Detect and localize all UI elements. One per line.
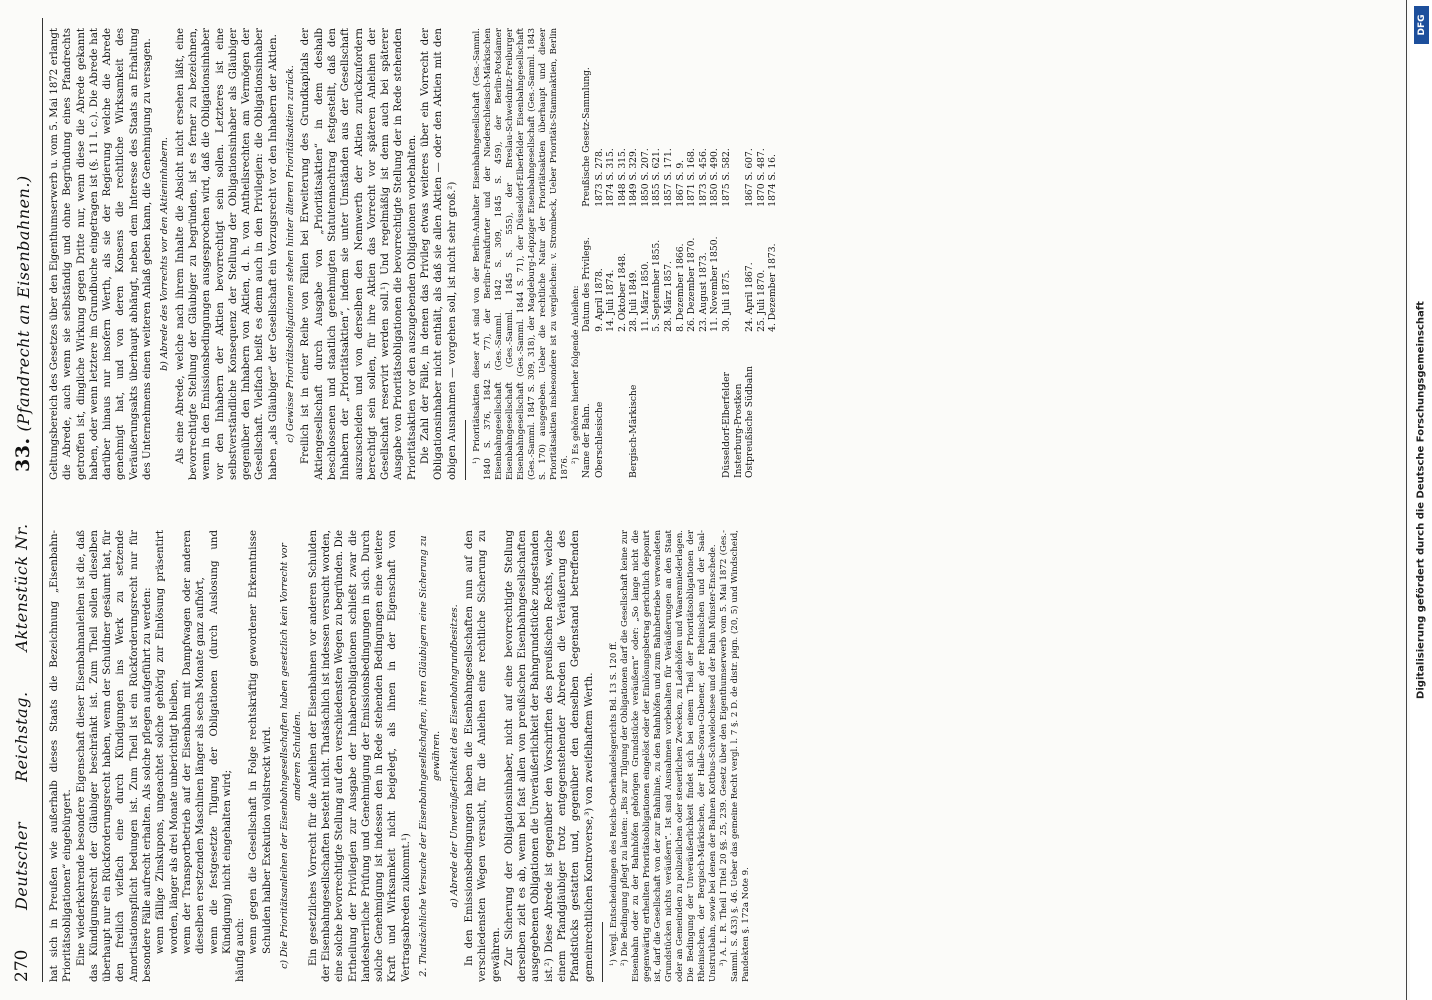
table-cell: 1871 S. 168. <box>686 148 698 207</box>
footnote-separator <box>465 420 466 480</box>
table-cell <box>733 28 745 209</box>
header-left <box>12 523 31 910</box>
header-deutscher: Deutscher <box>12 821 31 910</box>
table-cell: 28. März 1857. <box>663 261 675 332</box>
header-title: (Pfandrecht an Eisenbahnen.) <box>14 175 33 432</box>
table-row <box>628 28 640 480</box>
table-cell: 23. August 1873. <box>697 252 709 332</box>
table-cell: 1857 S. 171. <box>663 148 675 207</box>
table-cell: 1873 S. 456. <box>697 148 709 207</box>
paragraph: Eine wiederkehrende besondere Eigenschaft dieser Eisenbahnanleihen ist die, daß das Kündigungsrecht der Gläubiger beschränkt ist. Zum Theil sollen dieselben überhaupt nur ein Rückforderungsrecht haben, wenn der Schuldner gesäumt hat, für den freilich vielfach eine durch Kündigungen ins Werk zu setzende Amortisationspflicht bedungen ist. Zum Theil ist ein Rückforderungsrecht nur für besondere Fälle aufrecht erhalten. Als solche pflegen aufgeführt zu werden: <box>75 530 154 982</box>
table-cell: 2. Oktober 1848. <box>616 252 628 332</box>
condition-item: wenn die festgesetzte Tilgung der Obligationen (durch Auslosung und Kündigung) nicht eingehalten wird; <box>208 530 233 954</box>
paragraph: Freilich ist in einer Reihe von Fällen bei Erweiterung des Grundkapitals der Aktiengesellschaft durch Ausgabe von „Prioritätsaktien“ in dem deshalb beschlossenen und staatlich genehmigten Statutennachtrag festgestellt, daß den Inhabern der „Prioritätsaktien“, indem sie unter Umständen aus der Gesellschaft auszuscheiden und von derselben den Nennwerth der Aktien zurückzufordern berechtigt sein sollen, für ihre Aktien das Vorrecht vor späteren Anleihen der Gesellschaft reservirt werden soll.¹) Und regelmäßig ist denn auch bei späterer Ausgabe von Prioritätsobligationen die bevorrechtigte Stellung der in Rede stehenden Prioritätsaktien vor den auszugebenden Obligationen vorbehalten. <box>300 28 418 480</box>
table-cell <box>640 334 652 480</box>
table-cell: 28. Juli 1849. <box>628 269 640 332</box>
table-cell: Ostpreußische Südbahn <box>744 365 756 478</box>
table-row <box>744 28 756 480</box>
table-cell: 1848 S. 315. <box>616 148 628 207</box>
crop-line <box>1406 0 1407 1000</box>
table-row <box>651 28 663 480</box>
table-cell: 14. Juli 1874. <box>605 269 617 332</box>
table-cell: 9. April 1878. <box>593 268 605 332</box>
page-number: 270 <box>12 949 32 982</box>
table-cell <box>617 334 629 480</box>
table-header-row <box>582 28 594 480</box>
table-cell <box>651 334 663 480</box>
table-row <box>594 28 606 480</box>
table-cell: 11. März 1850. <box>639 261 651 332</box>
table-cell: Oberschlesische <box>593 401 605 478</box>
table-cell <box>698 334 710 480</box>
table-body <box>594 28 780 480</box>
table-row <box>756 28 768 480</box>
dfg-logo-text: DFG <box>1416 14 1427 36</box>
header-rule <box>42 18 43 982</box>
table-cell: 1867 S. 607. <box>744 148 756 207</box>
footnote: ²) Es gehören hierher folgende Anleihen: <box>570 285 581 464</box>
sidebar-label: Digitalisierung gefördert durch die Deutsche Forschungsgemeinschaft <box>1415 301 1427 699</box>
table-cell: 1874 S. 16. <box>767 154 779 207</box>
table-header: Preußische Gesetz-Sammlung. <box>581 67 592 207</box>
section-heading: 2. Thatsächliche Versuche der Eisenbahngesellschaften, ihren Gläubigern eine Sicherung zu gewähren. <box>418 535 443 977</box>
header-right <box>12 175 34 472</box>
privilege-table <box>582 28 779 480</box>
condition-item: wenn fällige Zinskupons, ungeachtet solche gehörig zur Einlösung präsentirt worden, länger als drei Monate unberichtigt bleiben, <box>155 530 180 954</box>
paragraph: Geltungsbereich des Gesetzes über den Eigenthumserwerb u. vom 5. Mai 1872 erlangt die Abrede, auch wenn sie selbständig und ohne Begründung eines Pfandrechts getroffen ist, dingliche Wirkung gegen Dritte nur, wenn diese die Abrede gekannt haben, oder wenn letztere im Grundbuche eingetragen ist (§. 11 l. c.). Die Abrede hat darüber hinaus nur insofern Werth, als sie der Regierung welche die Abrede genehmigt hat, und von deren Konsens die rechtliche Wirksamkeit des Veräußerungsakts überhaupt abhängt, neben dem Interesse des Staats an Erhaltung des Unternehmens einen weiteren Anlaß geben kann, die Genehmigung zu versagen. <box>49 28 154 480</box>
table-row <box>721 28 733 480</box>
table-row <box>698 28 710 480</box>
table-header: Name der Bahn. <box>581 403 592 478</box>
paragraph: hat sich in Preußen wie außerhalb dieses Staats die Bezeichnung „Eisenbahn-Prioritätsobligationen“ eingebürgert. <box>49 530 74 982</box>
table-cell: Insterburg-Prostken <box>732 383 744 478</box>
table-cell: 1874 S. 315. <box>605 148 617 207</box>
section-heading: c) Die Prioritätsanleihen der Eisenbahngesellschaften haben gesetzlich kein Vorrecht vor anderen Schulden. <box>279 543 304 969</box>
table-cell: 24. April 1867. <box>744 262 756 332</box>
table-cell: 11. November 1850. <box>709 236 721 332</box>
table-cell <box>756 334 768 480</box>
section-heading: a) Abrede der Unveräußerlichkeit des Eisenbahngrundbesitzes. <box>448 604 460 908</box>
table-row <box>709 28 721 480</box>
table-cell: 26. Dezember 1870. <box>686 237 698 332</box>
table-cell: 1875 S. 582. <box>721 148 733 207</box>
table-row <box>617 28 629 480</box>
footnote: ²) Die Bedingung pflegt zu lauten: „Bis zur Tilgung der Obligationen darf die Gesellschaft keine zur Eisenbahn oder zu der Bahnhöfen gehörigen Grundstücke veräußern“ oder: „So lange nicht die gegenwärtig ertheilten Prioritätsobligationen eingelöst oder der Einlösungsbetrag gerichtlich deponirt ist, darf die Gesellschaft von der zur Bahnlinie, zu den Bahnhöfen und zum Bahnbetriebe verwendeten Grundstücken nichts veräußern“. Ist sind Ausnahmen vorbehalten für Veräußerungen an den Staat oder an Gemeinden zu polizeilichen oder steuerlichen Zwecken, zu Ladehöfen und Waarenniederlagen. Die Bedingung der Unveräußerlichkeit findet sich bei einem Theil der Prioritätsobligationen der Rheinischen, der Bergisch-Märkischen, der Halle-Sorau-Gubener, der Rheinischen und der Saal-Unstrutbahn, sowie bei denen der Bahnen Kottbus-Schwielochsee und der Bahn Münster-Enschede. <box>619 530 718 982</box>
table-cell <box>686 334 698 480</box>
table-cell: 25. Juli 1870. <box>755 269 767 332</box>
table-cell <box>675 334 687 480</box>
table-cell: 1867 S. 9. <box>674 159 686 207</box>
table-cell <box>733 209 745 334</box>
table-row <box>733 28 745 480</box>
paragraph: Ein gesetzliches Vorrecht für die Anleihen der Eisenbahnen vor anderen Schulden der Eisenbahngesellschaften besteht nicht. Thatsächlich ist indessen versucht worden, eine solche bevorrechtigte Stellung auf den verschiedensten Wegen zu begründen. Die Ertheilung der Privilegien zur Ausgabe der Inhaberobligationen schließt zwar die landesherrliche Prüfung und Genehmigung der Emissionsbedingungen in sich. Durch solche Genehmigung ist indessen den in Rede stehenden Bedingungen eine weitere Kraft und Wirksamkeit nicht beigelegt, als ihnen in der Eigenschaft von Vertragsabreden zukommt.¹) <box>307 530 412 982</box>
document-number: 33. <box>12 437 34 472</box>
paragraph: In den Emissionsbedingungen haben die Eisenbahngesellschaften nun auf den verschiedensten Wegen versucht, für die Anleihen eine rechtliche Sicherung zu gewähren. <box>463 530 502 982</box>
table-cell <box>663 334 675 480</box>
footnote: ¹) Vergl. Entscheidungen des Reichs-Oberhandelsgerichts Bd. 13 S. 120 ff. <box>608 641 619 966</box>
table-header: Datum des Privilegs. <box>581 237 592 332</box>
table-cell: 1873 S. 278. <box>593 148 605 207</box>
table-row <box>675 28 687 480</box>
table-cell: Düsseldorf-Elberfelder <box>721 372 733 478</box>
table-row <box>767 28 779 480</box>
page-header <box>12 18 34 982</box>
table-cell: 1870 S. 487. <box>755 148 767 207</box>
paragraph: Die Zahl der Fälle, in denen das Privileg etwas weiteres über ein Vorrecht der Obligationsinhaber nicht enthält, als daß sie allen Aktien — oder den Aktien mit den obigen Ausnahmen — vorgehen soll, ist nicht sehr groß.²) <box>420 28 458 480</box>
table-cell: 30. Juli 1875. <box>721 269 733 332</box>
table-row <box>663 28 675 480</box>
table-cell <box>767 334 779 480</box>
table-cell <box>709 334 721 480</box>
condition-label: häufig auch: <box>235 917 247 982</box>
table-cell: 1850 S. 490. <box>709 148 721 207</box>
footnote: ¹) Prioritätsaktien dieser Art sind von der Berlin-Anhalter Eisenbahngesellschaft (Ges.-Samml. 1840 S. 376, 1842 S. 77), der Berlin-Frankfurter und der Niederschlesisch-Märkischen Eisenbahngesellschaft (Ges.-Samml. 1842 S. 309, 1845 S. 459), der Berlin-Potsdamer Eisenbahngesellschaft (Ges.-Samml. 1845 S. 555), der Breslau-Schweidnitz-Freiburger Eisenbahngesellschaft (Ges.-Samml. 1844 S. 71), der Düsseldorf-Elberfelder Eisenbahngesellschaft (Ges.-Samml. 1847 S. 309, 318), der Magdeburg-Leipziger Eisenbahngesellschaft (Ges.-Samml. 1843 S. 170) ausgegeben. Ueber die rechtliche Natur der Prioritätsaktien überhaupt und dieser Prioritätsaktien insbesondere ist zu vergleichen: v. Strombeck, Ueber Prioritäts-Stammaktien, Berlin 1876. <box>471 28 570 480</box>
table-cell: 4. Dezember 1873. <box>767 243 779 332</box>
table-cell: 1849 S. 329. <box>628 148 640 207</box>
paragraph: Zur Sicherung der Obligationsinhaber, nicht auf eine bevorrechtigte Stellung derselben zielt es ab, wenn bei fast allen von preußischen Eisenbahngesellschaften ausgegebenen Obligationen die Unveräußerlichkeit der Bahngrundstücke zugestanden ist.²) Diese Abrede ist gegenüber den Vorschriften des preußischen Rechts, welche einem Pfandgläubiger trotz entgegenstehender Abreden die Veräußerung des Pfandstücks gestatten und, gegenüber den denselben Gegenstand betreffenden gemeinrechtlichen Kontroverse,³) von zweifelhaftem Werth. <box>503 530 595 982</box>
dfg-logo <box>1414 6 1429 44</box>
paragraph: Als eine Abrede, welche nach ihrem Inhalte die Absicht nicht ersehen läßt, eine bevorrechtigte Stellung der Gläubiger zu begründen, ist es ferner zu bezeichnen, wenn in den Emissionsbedingungen ausgesprochen wird, daß die Obligationsinhaber vor den Inhabern der Aktien bevorrechtigt sein sollen. Letzteres ist eine selbstverständliche Konsequenz der Stellung der Obligationsinhaber als Gläubiger gegenüber den Inhabern von Aktien, d. h. von Antheilsrechten am Vermögen der Gesellschaft. Vielfach heißt es denn auch in den Privilegien: die Obligationsinhaber haben „als Gläubiger“ der Gesellschaft ein Vorzugsrecht vor den Inhabern der Aktien. <box>174 28 279 480</box>
condition-item: wenn gegen die Gesellschaft in Folge rechtskräftig gewordener Erkenntnisse Schulden halber Exekution vollstreckt wird. <box>248 530 273 954</box>
section-heading: b) Abrede des Vorrechts vor den Aktieninhabern. <box>159 137 171 371</box>
footnote-separator <box>602 922 603 982</box>
section-heading: c) Gewisse Prioritätsobligationen stehen hinter älteren Prioritätsaktien zurück. <box>285 65 297 443</box>
header-reichstag: Reichstag. <box>12 691 31 782</box>
footnote: ³) A. L. R. Theil I Titel 20 §§. 25, 239. Gesetz über den Eigenthumserwerb vom 5. Mai 1872 (Ges.-Samml. S. 433) §. 46. Ueber das gemeine Recht vergl. l. 7 §. 2 D. de distr. pign. (20, 5) und Windscheid, Pandekten §. 172a Note 9. <box>718 530 751 982</box>
condition-item: wenn der Transportbetrieb auf der Eisenbahn mit Dampfwagen oder anderen dieselben ersetzenden Maschinen länger als sechs Monate ganz aufhört, <box>181 530 207 954</box>
table-row <box>605 28 617 480</box>
table-cell <box>605 334 617 480</box>
table-cell: 1855 S. 621. <box>651 148 663 207</box>
sidebar-strip <box>1410 0 1432 1000</box>
table-row <box>640 28 652 480</box>
table-cell: 8. Dezember 1866. <box>674 243 686 332</box>
table-row <box>686 28 698 480</box>
header-aktenstueck: Aktenstück Nr. <box>12 523 31 652</box>
table-cell: 5. September 1855. <box>651 239 663 332</box>
right-column <box>48 28 779 480</box>
left-column <box>48 530 752 982</box>
table-cell: Bergisch-Märkische <box>628 384 640 478</box>
table-cell: 1850 S. 207. <box>639 148 651 207</box>
